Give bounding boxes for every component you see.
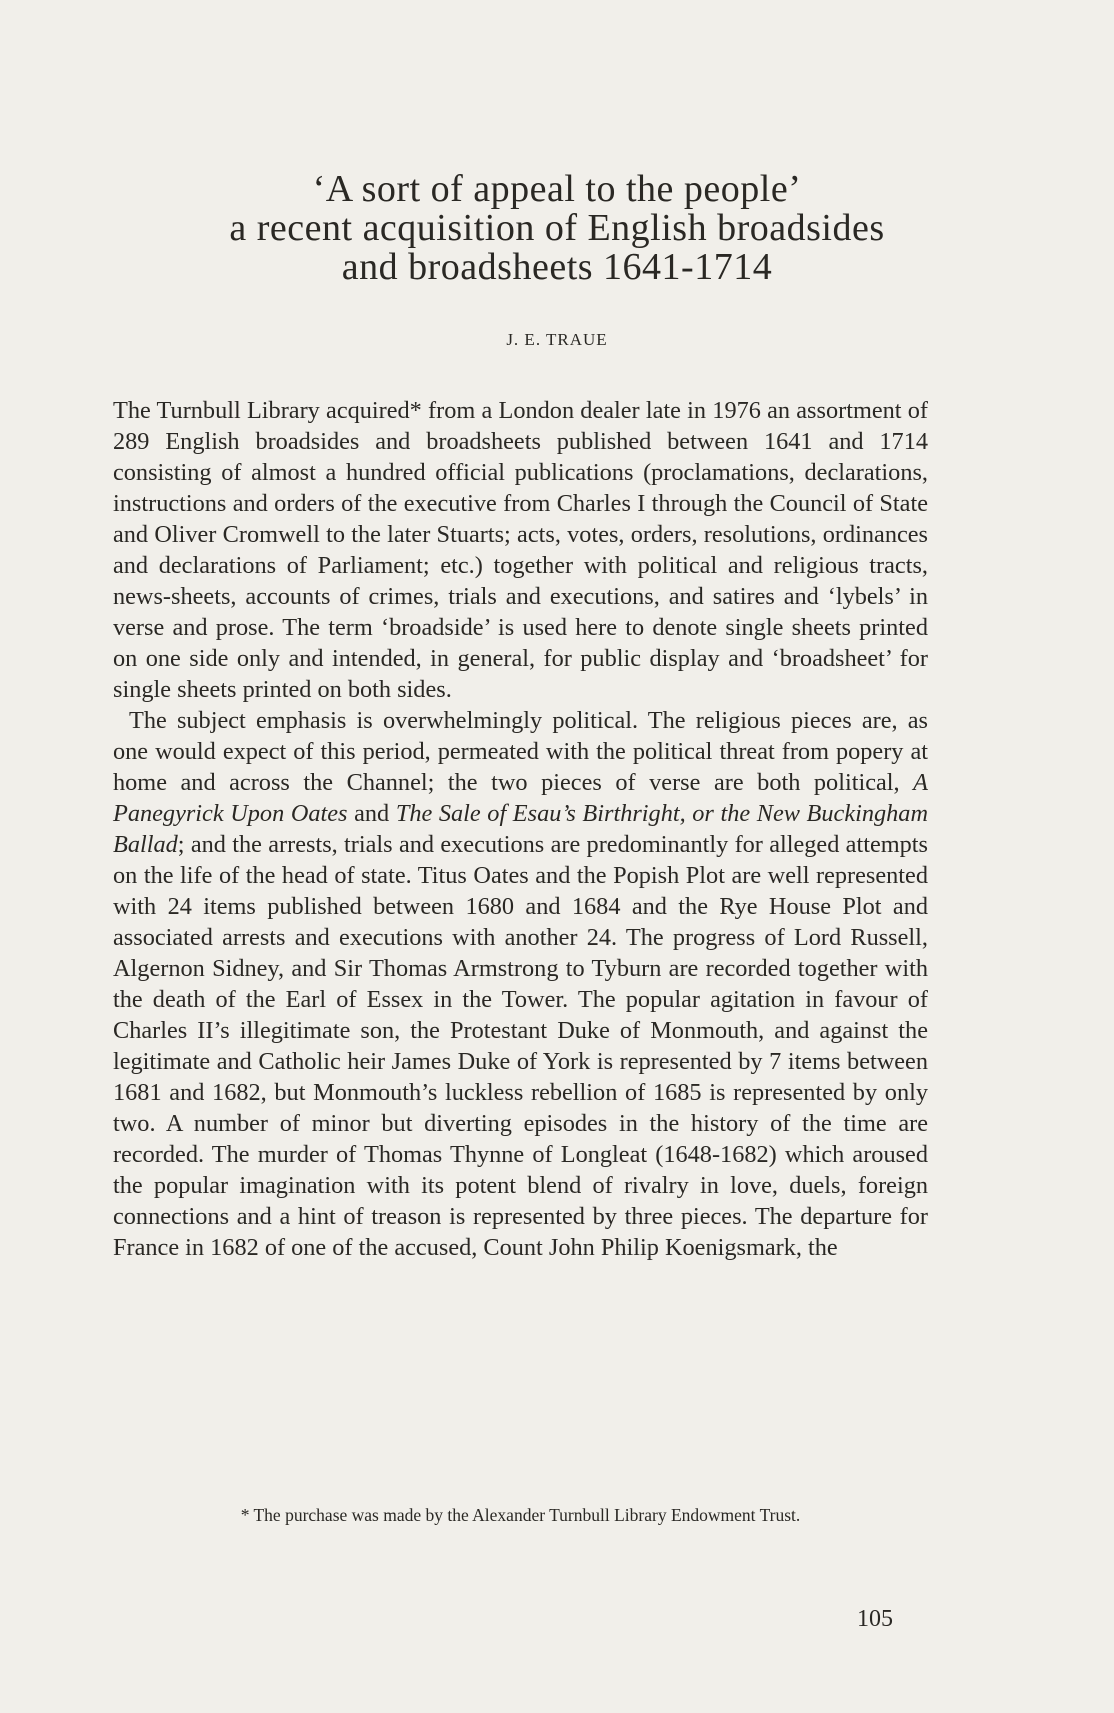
- article-title: [0, 170, 1114, 287]
- title-line-1: ‘A sort of appeal to the people’: [312, 168, 802, 210]
- paragraph-2-text-c: ; and the arrests, trials and executions are predominantly for alleged attempts on the life of the head of state. Titus Oates and the Popish Plot are well represented with 24 items published between 1680 and 1684 and the Rye House Plot and associated arrests and executions with another 24. The progress of Lord Russell, Algernon Sidney, and Sir Thomas Armstrong to Tyburn are recorded together with the death of the Earl of Essex in the Tower. The popular agitation in favour of Charles II’s illegitimate son, the Protestant Duke of Monmouth, and against the legitimate and Catholic heir James Duke of York is represented by 7 items between 1681 and 1682, but Monmouth’s luckless rebellion of 1685 is represented by only two. A number of minor but diverting episodes in the history of the time are recorded. The murder of Thomas Thynne of Longleat (1648-1682) which aroused the popular imagination with its potent blend of rivalry in love, duels, foreign connections and a hint of treason is represented by three pieces. The departure for France in 1682 of one of the accused, Count John Philip Koenigsmark, the: [113, 831, 928, 1261]
- paragraph-1: The Turnbull Library acquired* from a London dealer late in 1976 an assortment of 289 English broadsides and broadsheets published between 1641 and 1714 consisting of almost a hundred official publications (proclamations, declarations, instructions and orders of the executive from Charles I through the Council of State and Oliver Cromwell to the later Stuarts; acts, votes, orders, resolutions, ordinances and declarations of Parliament; etc.) together with political and religious tracts, news-sheets, accounts of crimes, trials and executions, and satires and ‘lybels’ in verse and prose. The term ‘broadside’ is used here to denote single sheets printed on one side only and intended, in general, for public display and ‘broadsheet’ for single sheets printed on both sides.: [113, 397, 928, 703]
- footnote: * The purchase was made by the Alexander Turnbull Library Endowment Trust.: [240, 1505, 801, 1525]
- paragraph-2-text-b: and: [347, 800, 396, 827]
- italic-title-panegyrick: A Panegyrick Upon Oates: [113, 769, 928, 827]
- article-body: [113, 395, 928, 1263]
- title-line-3: and broadsheets 1641-1714: [341, 246, 773, 288]
- title-line-2: a recent acquisition of English broadsides: [229, 207, 885, 249]
- page-number: 105: [857, 1606, 893, 1632]
- paragraph-2-text-a: The subject emphasis is overwhelmingly political. The religious pieces are, as one would expect of this period, permeated with the political threat from popery at home and across the Channel; the two pieces of verse are both political,: [113, 707, 928, 796]
- paragraph-2: [113, 705, 928, 1263]
- italic-title-esau: The Sale of Esau’s Birthright, or the New Buckingham Ballad: [113, 800, 929, 858]
- author-name: J. E. TRAUE: [506, 330, 608, 349]
